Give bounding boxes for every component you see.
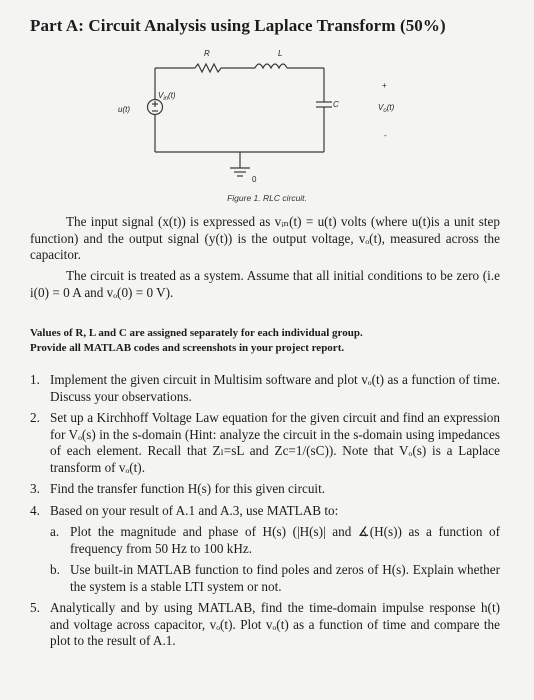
paragraph-initial-conditions: The circuit is treated as a system. Assume that all initial conditions to be zero (i.e i(0) = 0 A and vₒ(0) = 0 V).: [30, 268, 500, 300]
group-values-note: Values of R, L and C are assigned separately for each individual group.: [30, 327, 363, 339]
resistor-label: R: [204, 49, 210, 58]
source-label: $V_{in}(t)$: [158, 91, 176, 102]
rlc-circuit-diagram: [110, 40, 440, 200]
task-text: Implement the given circuit in Multisim software and plot vₒ(t) as a function of time. Discuss your observations.: [50, 372, 500, 404]
task-item: [30, 410, 500, 476]
section-title: Part A: Circuit Analysis using Laplace Transform (50%): [30, 16, 446, 35]
output-label: $V_o(t)$: [378, 103, 395, 114]
subtask-text: Use built-in MATLAB function to find poles and zeros of H(s). Explain whether the system is a stable LTI system or not.: [70, 562, 500, 594]
report-requirements-note: Provide all MATLAB codes and screenshots in your project report.: [30, 342, 345, 354]
output-plus-label: +: [382, 81, 387, 90]
resistor-symbol: [195, 64, 221, 72]
task-number: 4.: [30, 502, 40, 518]
output-minus-label: -: [384, 131, 387, 140]
subtask-item: [50, 562, 500, 595]
paragraph-input-signal: The input signal (x(t)) is expressed as vᵢₙ(t) = u(t) volts (where u(t)is a unit step function) and the output signal (y(t)) is the output voltage, vₒ(t), measured across the capacitor.: [30, 214, 500, 262]
subtask-text: Plot the magnitude and phase of H(s) (|H(s)| and ∡(H(s)) as a function of frequency from 50 Hz to 100 kHz.: [70, 524, 500, 556]
task-item: [30, 481, 500, 498]
figure-caption: Figure 1. RLC circuit.: [227, 193, 307, 203]
task-text: Find the transfer function H(s) for this given circuit.: [50, 481, 326, 496]
task-text: Analytically and by using MATLAB, find the time-domain impulse response h(t) and voltage across capacitor, vₒ(t). Plot vₒ(t) as a function of time and compare the plot to the result of A.1.: [50, 600, 500, 648]
ground-label: 0: [252, 175, 257, 184]
subtask-letter: b.: [50, 562, 60, 577]
input-label: u(t): [118, 105, 130, 114]
task-number: 5.: [30, 600, 40, 615]
task-text: Based on your result of A.1 and A.3, use MATLAB to:: [50, 502, 339, 518]
task-item: [30, 372, 500, 405]
task-number: 2.: [30, 410, 40, 425]
task-number: 1.: [30, 372, 40, 387]
task-number: 3.: [30, 481, 40, 496]
subtask-letter: a.: [50, 524, 60, 539]
inductor-symbol: [255, 64, 287, 68]
subtask-item: [50, 524, 500, 557]
task-list: [30, 372, 500, 655]
inductor-label: L: [278, 49, 283, 58]
task-item: [30, 600, 500, 650]
task-item: [30, 503, 500, 596]
task-text: Set up a Kirchhoff Voltage Law equation for the given circuit and find an expression for Vₒ(s) in the s-domain (Hint: analyze the circuit in the s-domain using impedances of each element. Recall that Zₗ=sL and Zc=1/(sC)). Note that Vₒ(s) is a Laplace transform of vₒ(t).: [50, 410, 500, 475]
capacitor-label: C: [333, 100, 339, 109]
